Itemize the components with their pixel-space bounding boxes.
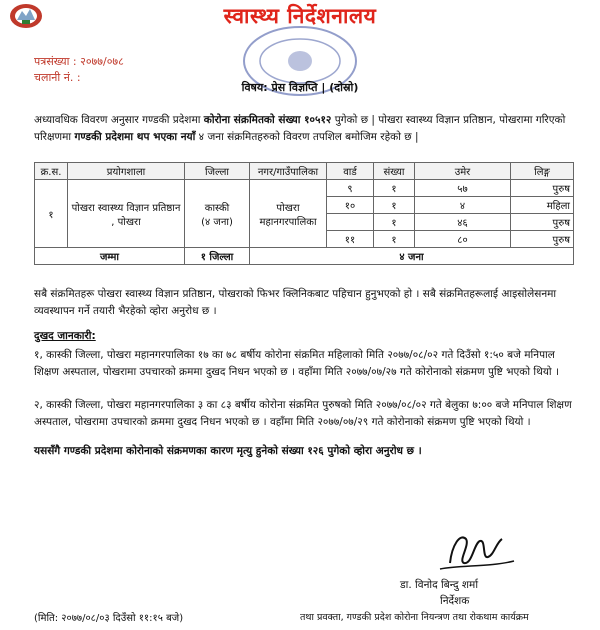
dispatch-number: चलानी नं. : xyxy=(34,71,81,84)
ward-cell: ९ xyxy=(327,180,374,197)
age-cell: ५७ xyxy=(415,180,511,197)
death-notice-2: २, कास्की जिल्ला, पोखरा महानगरपालिका ३ का ८३ बर्षीय कोरोना संक्रमित पुरुषको मिति २०७७/०८/०२ गते बेलुका ७:०० बजे मनिपाल शिक्षण अस्पताल, पोखरामा उपचारको क्रममा दुखद निधन भएको छ । वहाँमा मिति २०७७/०७/२९ गते कोरोनाको संक्रमण पुष्टि भएको थियो । xyxy=(34,399,572,428)
count-cell: १ xyxy=(374,180,415,197)
district-cell xyxy=(185,180,250,248)
col-header-district: जिल्ला xyxy=(185,163,250,180)
lab-cell: पोखरा स्वास्थ्य विज्ञान प्रतिष्ठान , पोखरा xyxy=(68,180,185,248)
intro-paragraph: अध्यावधिक विवरण अनुसार गण्डकी प्रदेशमा कोरोना संक्रमितको संख्या १०५१२ पुगेको छ | पोखरा स्वास्थ्य विज्ञान प्रतिष्ठान, पोखरामा गरिएको परिक्षणमा गण्डकी प्रदेशमा थप भएका नयाँ ४ जना संक्रमितहरुको विवरण तपशिल बमोजिम रहेको छ | xyxy=(34,114,566,143)
sad-news-heading: दुखद जानकारी: xyxy=(34,330,96,342)
age-cell: ४६ xyxy=(415,214,511,231)
total-districts: १ जिल्ला xyxy=(185,248,250,265)
total-people: ४ जना xyxy=(250,248,574,265)
col-header-lab: प्रयोगशाला xyxy=(68,163,185,180)
ward-cell xyxy=(327,214,374,231)
gender-cell: पुरुष xyxy=(511,214,574,231)
col-header-count: संख्या xyxy=(374,163,415,180)
count-cell: १ xyxy=(374,197,415,214)
age-cell: ४ xyxy=(415,197,511,214)
municipality-cell: पोखरा महानगरपालिका xyxy=(250,180,327,248)
serial-cell: १ xyxy=(35,180,68,248)
gender-cell: पुरुष xyxy=(511,231,574,248)
signatory-role: निर्देशक xyxy=(440,595,470,607)
gender-cell: महिला xyxy=(511,197,574,214)
isolation-paragraph: सबै संक्रमितहरू पोखरा स्वास्थ्य विज्ञान प्रतिष्ठान, पोखराको फिभर क्लिनिकबाट पहिचान हुनुभएको हो । सबै संक्रमितहरूलाई आइसोलेसनमा व्यवस्थापन गर्ने तयारी भैरहेको व्होरा अनुरोध छ । xyxy=(34,288,557,317)
cases-table xyxy=(34,162,574,265)
subject-line: विषय: प्रेस विज्ञप्ति | (दोस्रो) xyxy=(241,81,359,94)
col-header-gender: लिङ्ग xyxy=(511,163,574,180)
ward-cell: ११ xyxy=(327,231,374,248)
reference-number: पत्रसंख्या : २०७७/०७८ xyxy=(34,55,124,68)
death-notice-1: १, कास्की जिल्ला, पोखरा महानगरपालिका १७ का ७८ बर्षीय कोरोना संक्रमित महिलाको मिति २०७७/०८/०२ गते दिउँसो १:५० बजे मनिपाल शिक्षण अस्पताल, पोखरामा उपचारको क्रममा दुखद निधन भएको छ । वहाँमा मिति २०७७/०७/२७ गते कोरोनाको संक्रमण पुष्टि भएको थियो । xyxy=(34,349,559,378)
issue-datetime: (मिति: २०७७/०८/०३ दिउँसो ११:१५ बजे) xyxy=(34,613,184,624)
district-count: (४ जना) xyxy=(201,216,233,228)
table-row xyxy=(35,180,574,197)
signatory-office: तथा प्रवक्ता, गण्डकी प्रदेश कोरोना नियन्त्रण तथा रोकथाम कार्यक्रम xyxy=(300,612,529,623)
table-total-row xyxy=(35,248,574,265)
count-cell: १ xyxy=(374,214,415,231)
col-header-age: उमेर xyxy=(415,163,511,180)
col-header-serial: क्र.स. xyxy=(35,163,68,180)
table-header-row xyxy=(35,163,574,180)
gender-cell: पुरुष xyxy=(511,180,574,197)
ward-cell: १० xyxy=(327,197,374,214)
signature-icon xyxy=(430,525,520,575)
signatory-name: डा. विनोद बिन्दु शर्मा xyxy=(400,579,479,591)
district-name: कास्की xyxy=(204,202,230,214)
col-header-ward: वार्ड xyxy=(327,163,374,180)
age-cell: ८० xyxy=(415,231,511,248)
count-cell: १ xyxy=(374,231,415,248)
page-title: स्वास्थ्य निर्देशनालय xyxy=(223,4,377,28)
total-label: जम्मा xyxy=(35,248,185,265)
col-header-municipality: नगर/गाउँपालिका xyxy=(250,163,327,180)
death-summary: यससँगै गण्डकी प्रदेशमा कोरोनाको संक्रमणका कारण मृत्यु हुनेको संख्या १२६ पुगेको व्होरा अनुरोध छ । xyxy=(34,445,422,457)
